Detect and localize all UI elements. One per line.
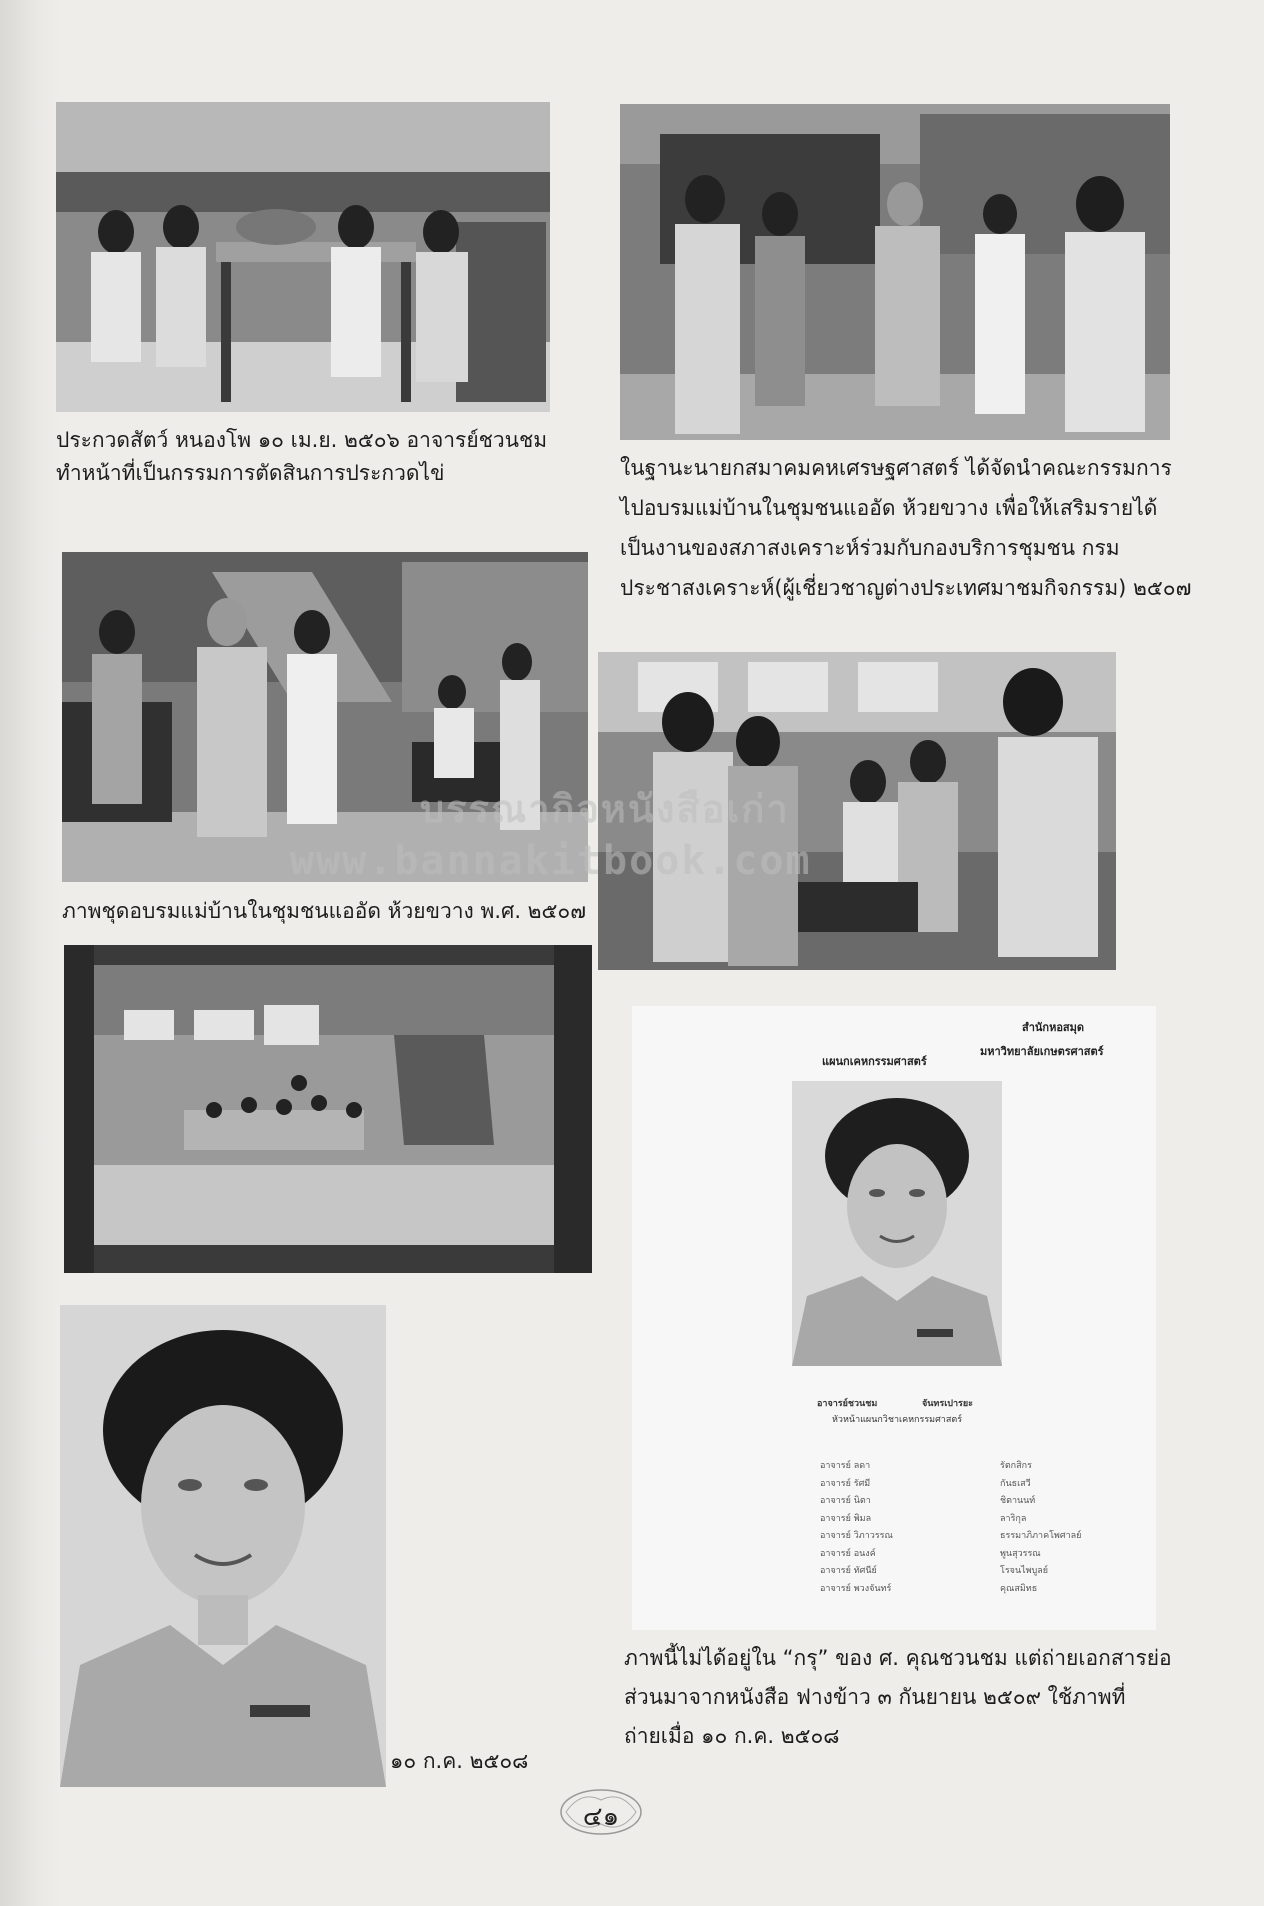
staff-surname: ชิตานนท์	[1000, 1496, 1036, 1506]
staff-surname: กันธเสวี	[1000, 1478, 1031, 1489]
photo-animal-contest	[56, 102, 550, 412]
page-shadow	[0, 0, 60, 1906]
staff-surname: รัตกสิกร	[1000, 1461, 1032, 1471]
staff-row	[820, 1563, 1160, 1581]
staff-surname: พูนสุวรรณ	[1000, 1548, 1041, 1559]
watermark-title: บรรณากิจหนังสือเก่า	[420, 787, 790, 831]
caption-association-2: ไปอบรมแม่บ้านในชุมชนแออัด ห้วยขวาง เพื่อให้เสริมรายได้	[620, 496, 1158, 520]
caption-association-4: ประชาสงเคราะห์(ผู้เชี่ยวชาญต่างประเทศมาชมกิจกรรม) ๒๕๐๗	[620, 576, 1192, 600]
staff-name: อาจารย์ วิภาวรรณ	[820, 1531, 893, 1541]
photo-portrait	[60, 1305, 386, 1787]
library-stamp-line-2: มหาวิทยาลัยเกษตรศาสตร์	[980, 1045, 1104, 1058]
staff-row	[820, 1493, 1160, 1511]
staff-row	[820, 1546, 1160, 1564]
caption-association-3: เป็นงานของสภาสงเคราะห์ร่วมกับกองบริการชุมชน กรม	[620, 536, 1120, 560]
staff-row	[820, 1511, 1160, 1529]
watermark-url: www.bannakitbook.com	[290, 838, 812, 884]
staff-row	[820, 1528, 1160, 1546]
caption-association-1: ในฐานะนายกสมาคมคหเศรษฐศาสตร์ ได้จัดนำคณะกรรมการ	[620, 456, 1172, 480]
staff-surname: ธรรมาภิภาคโพศาลย์	[1000, 1531, 1082, 1541]
staff-name: อาจารย์ อนงค์	[820, 1548, 876, 1559]
staff-name: อาจารย์ ลดา	[820, 1461, 871, 1471]
caption-portrait-date: ๑๐ ก.ค. ๒๕๐๘	[390, 1749, 529, 1773]
staff-name: อาจารย์ พิมล	[820, 1513, 872, 1524]
caption-animal-contest-2: ทำหน้าที่เป็นกรรมการตัดสินการประกวดไข่	[56, 461, 445, 485]
staff-surname: ลาริกุล	[1000, 1513, 1027, 1524]
caption-training: ภาพชุดอบรมแม่บ้านในชุมชนแออัด ห้วยขวาง พ.ศ. ๒๕๐๗	[62, 899, 587, 923]
caption-document-3: ถ่ายเมื่อ ๑๐ ก.ค. ๒๕๐๘	[624, 1724, 840, 1748]
document-portrait-photo	[792, 1081, 1002, 1366]
staff-name: อาจารย์ นิตา	[820, 1496, 871, 1506]
staff-name: อาจารย์ ทัศนีย์	[820, 1566, 877, 1576]
caption-animal-contest-1: ประกวดสัตว์ หนองโพ ๑๐ เม.ย. ๒๕๐๖ อาจารย์ชวนชม	[56, 428, 548, 452]
staff-row	[820, 1458, 1160, 1476]
page-number	[556, 1782, 646, 1842]
caption-document-1: ภาพนี้ไม่ได้อยู่ใน “กรุ” ของ ศ. คุณชวนชม แต่ถ่ายเอกสารย่อ	[624, 1646, 1172, 1670]
caption-document-2: ส่วนมาจากหนังสือ ฟางข้าว ๓ กันยายน ๒๕๐๙ ใช้ภาพที่	[624, 1685, 1126, 1709]
department-heading: แผนกเคหกรรมศาสตร์	[822, 1055, 927, 1068]
staff-surname: โรจนไพบูลย์	[1000, 1566, 1049, 1576]
staff-row	[820, 1476, 1160, 1494]
library-stamp-line-1: สำนักหอสมุด	[1022, 1021, 1085, 1034]
page-number-text: ๔๑	[582, 1802, 620, 1832]
photo-meeting-room	[64, 945, 592, 1273]
staff-name: อาจารย์ พวงจันทร์	[820, 1583, 892, 1594]
document-staff-list	[820, 1458, 1160, 1598]
document-position: หัวหน้าแผนกวิชาเคหกรรมศาสตร์	[832, 1415, 963, 1425]
staff-surname: คุณสมิทธ	[1000, 1583, 1038, 1594]
document-name-first: อาจารย์ชวนชม	[817, 1399, 878, 1409]
document-name-last: จันทรเปารยะ	[922, 1399, 973, 1409]
photo-association-visit	[620, 104, 1170, 440]
staff-row	[820, 1581, 1160, 1599]
staff-name: อาจารย์ รัศมี	[820, 1478, 871, 1489]
